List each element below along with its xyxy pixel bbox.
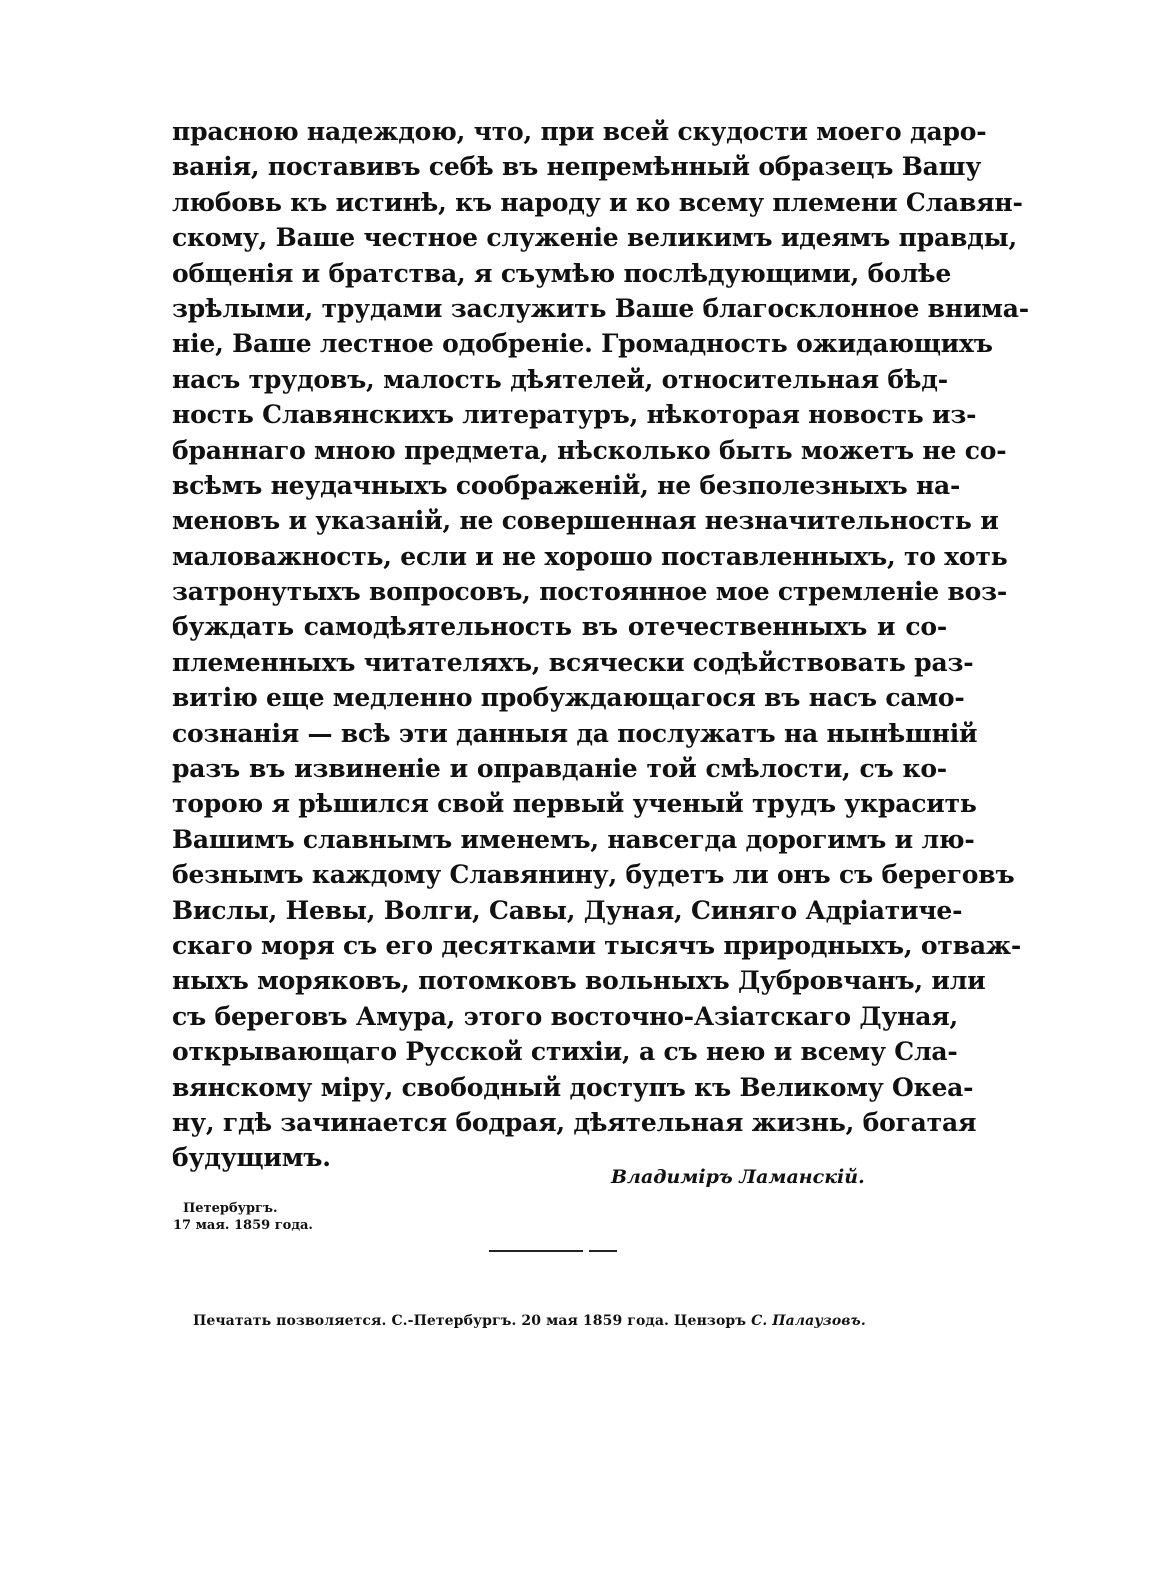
body-line: Вашимъ славнымъ именемъ, навсегда дорогимъ и лю-	[172, 824, 975, 854]
body-line: браннаго мною предмета, нѣсколько быть можетъ не со-	[172, 435, 1007, 465]
body-line: ну, гдѣ зачинается бодрая, дѣятельная жизнь, богатая	[172, 1107, 977, 1137]
author-signature: Владиміръ Ламанскій.	[611, 1166, 865, 1188]
body-line: скаго моря съ его десятками тысячъ природныхъ, отваж-	[172, 930, 1022, 960]
body-line: торою я рѣшился свой первый ученый трудъ украсить	[172, 789, 977, 819]
body-line: открывающаго Русской стихіи, а съ нею и всему Сла-	[172, 1037, 958, 1067]
letter-body	[172, 114, 1029, 1176]
body-line: любовь къ истинѣ, къ народу и ко всему племени Славян-	[172, 187, 1023, 217]
body-line: племенныхъ читателяхъ, всячески содѣйствовать раз-	[172, 647, 974, 677]
body-line: общенія и братства, я съумѣю послѣдующими, болѣе	[172, 258, 952, 288]
body-line: прасною надеждою, что, при всей скудости моего даро-	[172, 117, 987, 146]
body-line: маловажность, если и не хорошо поставленныхъ, то хоть	[172, 541, 1008, 571]
body-line: разъ въ извиненіе и оправданіе той смѣлости, съ ко-	[172, 754, 947, 784]
censor-approval	[193, 1313, 866, 1329]
body-line: всѣмъ неудачныхъ соображеній, не безполезныхъ на-	[172, 470, 961, 500]
body-line: насъ трудовъ, малость дѣятелей, относительная бѣд-	[172, 364, 948, 394]
body-line: безнымъ каждому Славянину, будетъ ли онъ съ береговъ	[172, 860, 1015, 890]
date-of-writing: 17 мая. 1859 года.	[173, 1218, 313, 1233]
censor-approval-text: Печатать позволяется. С.-Петербургъ. 20 мая 1859 года. Цензоръ	[193, 1313, 747, 1329]
body-line: съ береговъ Амура, этого восточно-Азіатскаго Дуная,	[172, 1001, 959, 1031]
body-line: сознанія — всѣ эти данныя да послужатъ на нынѣшній	[172, 718, 978, 748]
divider-gap	[583, 1249, 589, 1253]
body-line: будущимъ.	[172, 1143, 331, 1173]
body-line: ніе, Ваше лестное одобреніе. Громадность ожидающихъ	[172, 329, 993, 359]
body-line: ныхъ моряковъ, потомковъ вольныхъ Дубровчанъ, или	[172, 966, 986, 996]
body-line: затронутыхъ вопросовъ, постоянное мое стремленіе воз-	[172, 577, 1008, 607]
place-of-writing: Петербургъ.	[183, 1201, 278, 1216]
censor-name: С. Палаузовъ.	[751, 1313, 866, 1329]
body-line: Вислы, Невы, Волги, Савы, Дуная, Синяго Адріатиче-	[172, 895, 963, 925]
body-line: ность Славянскихъ литературъ, нѣкоторая новость из-	[172, 400, 977, 430]
section-divider	[489, 1250, 617, 1252]
body-line: зрѣлыми, трудами заслужить Ваше благосклонное внима-	[172, 293, 1029, 323]
body-line: меновъ и указаній, не совершенная незначительность и	[172, 506, 999, 536]
body-line: скому, Ваше честное служеніе великимъ идеямъ правды,	[172, 223, 1017, 253]
body-line: витію еще медленно пробуждающагося въ насъ само-	[172, 683, 965, 713]
body-line: вянскому міру, свободный доступъ къ Великому Океа-	[172, 1072, 974, 1102]
body-line: буждать самодѣятельность въ отечественныхъ и со-	[172, 612, 947, 642]
body-line: ванія, поставивъ себѣ въ непремѣнный образецъ Вашу	[172, 152, 982, 182]
